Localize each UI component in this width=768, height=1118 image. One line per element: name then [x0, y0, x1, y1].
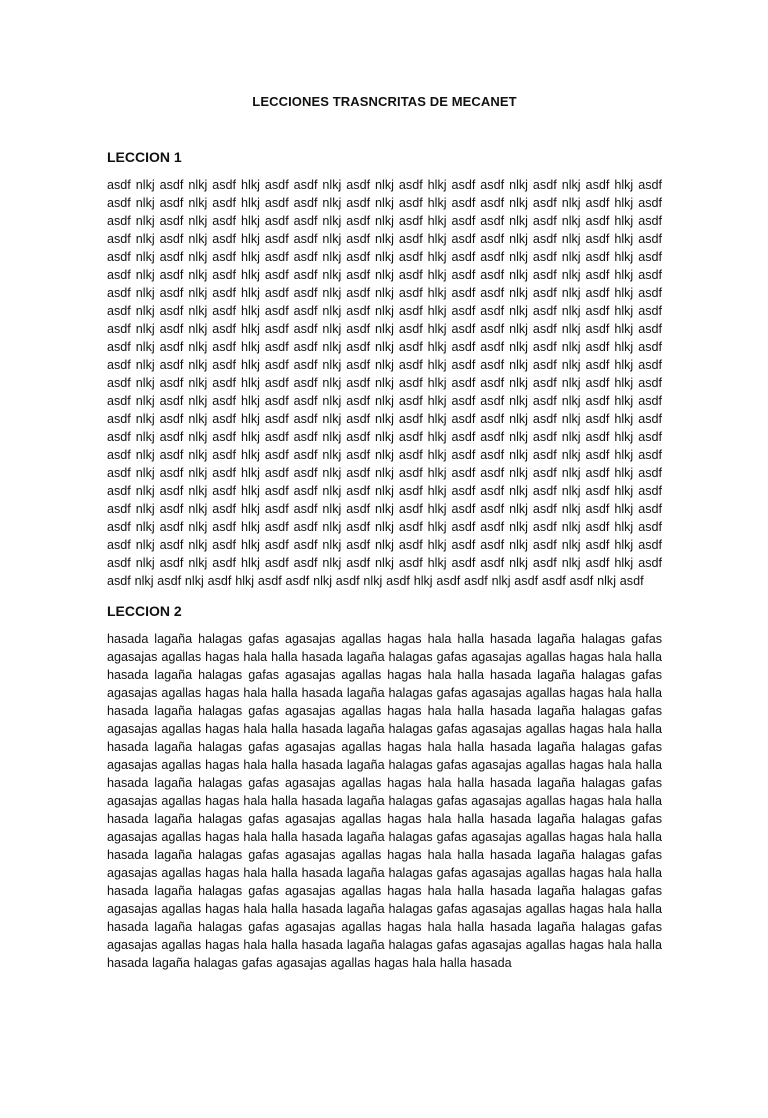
lesson-1-text: asdf nlkj asdf nlkj asdf hlkj asdf asdf nlkj asdf nlkj asdf hlkj asdf asdf nlkj asdf nlkj asdf hlkj asdf asdf nlkj asdf nlkj asdf hlkj asdf asdf nlkj asdf nlkj asdf hlkj asdf asdf nlkj asdf nlkj asdf hlkj asdf asdf nlkj asdf nlkj asdf hlkj asdf asdf nlkj asdf nlkj asdf hlkj asdf asdf nlkj asdf nlkj asdf hlkj asdf asdf nlkj asdf nlkj asdf hlkj asdf asdf nlkj asdf nlkj asdf hlkj asdf asdf nlkj asdf nlkj asdf hlkj asdf asdf nlkj asdf nlkj asdf hlkj asdf asdf nlkj asdf nlkj asdf hlkj asdf asdf nlkj asdf nlkj asdf hlkj asdf asdf nlkj asdf nlkj asdf hlkj asdf asdf nlkj asdf nlkj asdf hlkj asdf asdf nlkj asdf nlkj asdf hlkj asdf asdf nlkj asdf nlkj asdf hlkj asdf asdf nlkj asdf nlkj asdf hlkj asdf asdf nlkj asdf nlkj asdf hlkj asdf asdf nlkj asdf nlkj asdf hlkj asdf asdf nlkj asdf nlkj asdf hlkj asdf asdf nlkj asdf nlkj asdf hlkj asdf asdf nlkj asdf nlkj asdf hlkj asdf asdf nlkj asdf nlkj asdf hlkj asdf asdf nlkj asdf nlkj asdf hlkj asdf asdf nlkj asdf nlkj asdf hlkj asdf asdf nlkj asdf nlkj asdf hlkj asdf asdf nlkj asdf nlkj asdf hlkj asdf asdf nlkj asdf nlkj asdf hlkj asdf asdf nlkj asdf nlkj asdf hlkj asdf asdf nlkj asdf nlkj asdf hlkj asdf asdf nlkj asdf nlkj asdf hlkj asdf asdf nlkj asdf nlkj asdf hlkj asdf asdf nlkj asdf nlkj asdf hlkj asdf asdf nlkj asdf nlkj asdf hlkj asdf asdf nlkj asdf nlkj asdf hlkj asdf asdf nlkj asdf nlkj asdf hlkj asdf asdf nlkj asdf nlkj asdf hlkj asdf asdf nlkj asdf nlkj asdf hlkj asdf asdf nlkj asdf nlkj asdf hlkj asdf asdf nlkj asdf nlkj asdf hlkj asdf asdf nlkj asdf nlkj asdf hlkj asdf asdf nlkj asdf nlkj asdf hlkj asdf asdf nlkj asdf nlkj asdf hlkj asdf asdf nlkj asdf nlkj asdf hlkj asdf asdf nlkj asdf nlkj asdf hlkj asdf asdf nlkj asdf nlkj asdf hlkj asdf asdf nlkj asdf nlkj asdf hlkj asdf asdf nlkj asdf nlkj asdf hlkj asdf asdf nlkj asdf nlkj asdf hlkj asdf asdf nlkj asdf nlkj asdf hlkj asdf asdf nlkj asdf nlkj asdf hlkj asdf asdf nlkj asdf nlkj asdf hlkj asdf asdf nlkj asdf nlkj asdf hlkj asdf asdf nlkj asdf nlkj asdf hlkj asdf asdf nlkj asdf nlkj asdf hlkj asdf asdf nlkj asdf nlkj asdf hlkj asdf asdf nlkj asdf nlkj asdf hlkj asdf asdf nlkj asdf nlkj asdf hlkj asdf asdf nlkj asdf nlkj asdf hlkj asdf asdf nlkj asdf nlkj asdf hlkj asdf asdf nlkj asdf nlkj asdf hlkj asdf asdf nlkj asdf nlkj asdf hlkj asdf asdf nlkj asdf nlkj asdf hlkj asdf asdf nlkj asdf nlkj asdf hlkj asdf asdf nlkj asdf nlkj asdf hlkj asdf asdf nlkj asdf asdf asdf nlkj asdf — [107, 178, 662, 588]
document-title: LECCIONES TRASNCRITAS DE MECANET — [252, 94, 517, 109]
document-page — [0, 94, 768, 1118]
lesson-2-heading: LECCION 2 — [107, 603, 182, 619]
lesson-2 — [107, 602, 662, 972]
lesson-2-text: hasada lagaña halagas gafas agasajas agallas hagas hala halla hasada lagaña halagas gafas agasajas agallas hagas hala halla hasada lagaña halagas gafas agasajas agallas hagas hala halla hasada lagaña halagas gafas agasajas agallas hagas hala halla hasada lagaña halagas gafas agasajas agallas hagas hala halla hasada lagaña halagas gafas agasajas agallas hagas hala halla hasada lagaña halagas gafas agasajas agallas hagas hala halla hasada lagaña halagas gafas agasajas agallas hagas hala halla hasada lagaña halagas gafas agasajas agallas hagas hala halla hasada lagaña halagas gafas agasajas agallas hagas hala halla hasada lagaña halagas gafas agasajas agallas hagas hala halla hasada lagaña halagas gafas agasajas agallas hagas hala halla hasada lagaña halagas gafas agasajas agallas hagas hala halla hasada lagaña halagas gafas agasajas agallas hagas hala halla hasada lagaña halagas gafas agasajas agallas hagas hala halla hasada lagaña halagas gafas agasajas agallas hagas hala halla hasada lagaña halagas gafas agasajas agallas hagas hala halla hasada lagaña halagas gafas agasajas agallas hagas hala halla hasada lagaña halagas gafas agasajas agallas hagas hala halla hasada lagaña halagas gafas agasajas agallas hagas hala halla hasada lagaña halagas gafas agasajas agallas hagas hala halla hasada lagaña halagas gafas agasajas agallas hagas hala halla hasada lagaña halagas gafas agasajas agallas hagas hala halla hasada lagaña halagas gafas agasajas agallas hagas hala halla hasada lagaña halagas gafas agasajas agallas hagas hala halla hasada lagaña halagas gafas agasajas agallas hagas hala halla hasada lagaña halagas gafas agasajas agallas hagas hala halla hasada lagaña halagas gafas agasajas agallas hagas hala halla hasada — [107, 632, 662, 970]
lesson-1-heading: LECCION 1 — [107, 149, 182, 165]
lesson-1 — [107, 148, 662, 590]
